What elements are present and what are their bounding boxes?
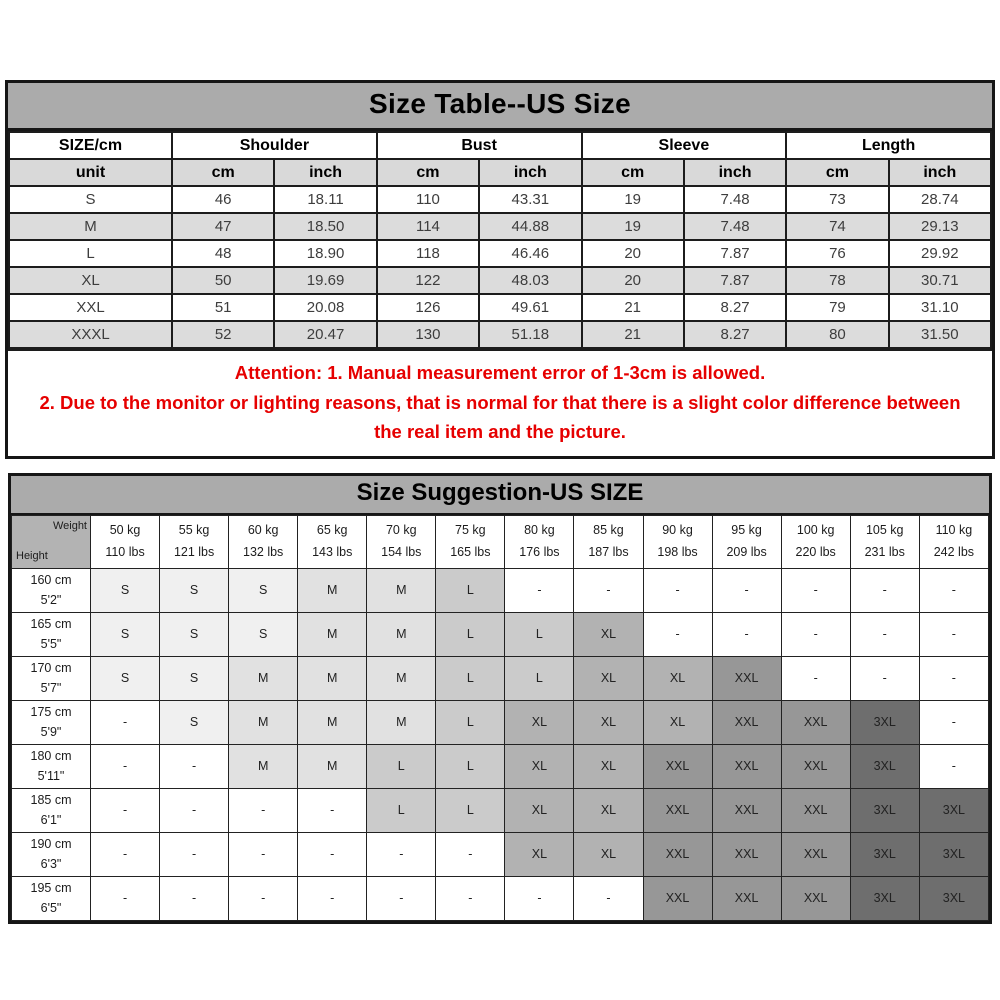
suggestion-cell: 3XL xyxy=(919,876,988,920)
measurement-cell: 79 xyxy=(786,294,888,321)
measurement-cell: 31.10 xyxy=(889,294,991,321)
suggestion-cell: - xyxy=(367,876,436,920)
weight-header-cell xyxy=(574,515,643,568)
suggestion-cell: M xyxy=(367,700,436,744)
suggestion-cell: XL xyxy=(574,744,643,788)
suggestion-cell: M xyxy=(229,656,298,700)
suggestion-cell: - xyxy=(436,832,505,876)
suggestion-cell: XL xyxy=(574,612,643,656)
height-ft: 5'7" xyxy=(40,681,62,696)
suggestion-cell: - xyxy=(160,832,229,876)
suggestion-cell: - xyxy=(298,876,367,920)
suggestion-cell: M xyxy=(298,656,367,700)
measurement-cell: 29.13 xyxy=(889,213,991,240)
column-group-bust: Bust xyxy=(377,132,582,159)
measurement-cell: 51 xyxy=(172,294,274,321)
suggestion-cell: - xyxy=(919,568,988,612)
height-ft: 5'5" xyxy=(40,637,62,652)
measurement-cell: 19 xyxy=(582,213,684,240)
suggestion-cell: L xyxy=(367,744,436,788)
measurement-cell: 76 xyxy=(786,240,888,267)
suggestion-cell: XXL xyxy=(643,744,712,788)
suggestion-row xyxy=(12,656,989,700)
suggestion-cell: L xyxy=(505,656,574,700)
weight-lbs: 110 lbs xyxy=(105,544,145,559)
height-header-cell xyxy=(12,656,91,700)
weight-lbs: 187 lbs xyxy=(588,544,629,559)
weight-kg: 90 kg xyxy=(662,522,693,537)
measurement-cell: 7.87 xyxy=(684,267,786,294)
height-cm: 185 cm xyxy=(30,793,72,808)
suggestion-cell: XXL xyxy=(781,832,850,876)
measurement-cell: 126 xyxy=(377,294,479,321)
height-header-cell xyxy=(12,788,91,832)
weight-lbs: 220 lbs xyxy=(795,544,836,559)
measurement-cell: 114 xyxy=(377,213,479,240)
measurement-cell: 31.50 xyxy=(889,321,991,348)
suggestion-cell: - xyxy=(436,876,505,920)
weight-lbs: 176 lbs xyxy=(519,544,560,559)
suggestion-cell: XL xyxy=(574,656,643,700)
size-table-row xyxy=(9,213,991,240)
measurement-cell: 18.50 xyxy=(274,213,376,240)
suggestion-cell: L xyxy=(505,612,574,656)
suggestion-row xyxy=(12,832,989,876)
suggestion-cell: L xyxy=(436,612,505,656)
suggestion-cell: - xyxy=(643,612,712,656)
suggestion-cell: - xyxy=(781,612,850,656)
suggestion-cell: - xyxy=(229,876,298,920)
height-ft: 5'9" xyxy=(40,725,62,740)
weight-lbs: 242 lbs xyxy=(933,544,975,559)
measurement-cell: 7.87 xyxy=(684,240,786,267)
suggestion-cell: L xyxy=(436,788,505,832)
suggestion-cell: S xyxy=(91,568,160,612)
unit-inch: inch xyxy=(889,159,991,186)
weight-header-cell xyxy=(919,515,988,568)
suggestion-cell: XXL xyxy=(712,744,781,788)
weight-header-cell xyxy=(643,515,712,568)
height-cm: 180 cm xyxy=(30,749,72,764)
unit-cm: cm xyxy=(582,159,684,186)
measurement-cell: 20.47 xyxy=(274,321,376,348)
weight-header-cell xyxy=(781,515,850,568)
weight-kg: 65 kg xyxy=(316,522,348,537)
measurement-cell: 43.31 xyxy=(479,186,581,213)
suggestion-cell: 3XL xyxy=(850,788,919,832)
size-table xyxy=(8,131,992,349)
measurement-cell: 46 xyxy=(172,186,274,213)
weight-kg: 75 kg xyxy=(455,522,486,537)
height-cm: 195 cm xyxy=(30,881,72,896)
suggestion-cell: S xyxy=(229,568,298,612)
suggestion-cell: L xyxy=(436,700,505,744)
unit-cm: cm xyxy=(786,159,888,186)
height-header-cell xyxy=(12,612,91,656)
height-header-cell xyxy=(12,744,91,788)
size-label: XXL xyxy=(9,294,172,321)
unit-inch: inch xyxy=(479,159,581,186)
suggestion-cell: - xyxy=(367,832,436,876)
unit-cm: cm xyxy=(172,159,274,186)
suggestion-cell: - xyxy=(919,744,988,788)
suggestion-cell: XXL xyxy=(712,788,781,832)
weight-lbs: 231 lbs xyxy=(864,544,905,559)
suggestion-cell: - xyxy=(919,700,988,744)
suggestion-cell: S xyxy=(160,568,229,612)
suggestion-cell: - xyxy=(643,568,712,612)
measurement-cell: 49.61 xyxy=(479,294,581,321)
suggestion-cell: - xyxy=(712,568,781,612)
measurement-cell: 20 xyxy=(582,240,684,267)
measurement-cell: 48.03 xyxy=(479,267,581,294)
weight-kg: 60 kg xyxy=(247,522,279,537)
suggestion-cell: L xyxy=(436,656,505,700)
measurement-cell: 19.69 xyxy=(274,267,376,294)
suggestion-cell: - xyxy=(712,612,781,656)
size-table-row xyxy=(9,294,991,321)
height-ft: 5'2" xyxy=(40,593,62,608)
measurement-cell: 73 xyxy=(786,186,888,213)
suggestion-cell: S xyxy=(229,612,298,656)
suggestion-cell: - xyxy=(781,568,850,612)
attention-line-1: Attention: 1. Manual measurement error of 1-3cm is allowed. xyxy=(234,362,766,383)
column-group-sleeve: Sleeve xyxy=(582,132,787,159)
size-label: L xyxy=(9,240,172,267)
weight-kg: 50 kg xyxy=(109,522,141,537)
weight-height-corner-cell xyxy=(12,515,91,568)
measurement-cell: 21 xyxy=(582,321,684,348)
suggestion-cell: - xyxy=(229,788,298,832)
suggestion-cell: XL xyxy=(643,700,712,744)
weight-header-cell xyxy=(160,515,229,568)
suggestion-cell: S xyxy=(91,656,160,700)
height-ft: 5'11" xyxy=(37,769,65,784)
suggestion-cell: M xyxy=(298,612,367,656)
weight-header-cell xyxy=(505,515,574,568)
measurement-cell: 8.27 xyxy=(684,294,786,321)
height-ft: 6'5" xyxy=(40,901,62,916)
suggestion-cell: XL xyxy=(574,788,643,832)
suggestion-cell: S xyxy=(160,656,229,700)
weight-header-cell xyxy=(436,515,505,568)
suggestion-cell: XL xyxy=(574,700,643,744)
suggestion-cell: XXL xyxy=(712,700,781,744)
weight-lbs: 121 lbs xyxy=(173,544,215,559)
suggestion-cell: - xyxy=(505,876,574,920)
weight-lbs: 198 lbs xyxy=(657,544,698,559)
suggestion-row xyxy=(12,700,989,744)
measurement-cell: 44.88 xyxy=(479,213,581,240)
height-header-cell xyxy=(12,568,91,612)
size-label: S xyxy=(9,186,172,213)
suggestion-cell: M xyxy=(367,612,436,656)
suggestion-cell: - xyxy=(298,832,367,876)
suggestion-cell: 3XL xyxy=(850,876,919,920)
suggestion-cell: - xyxy=(574,876,643,920)
suggestion-cell: - xyxy=(160,788,229,832)
size-table-section xyxy=(5,80,995,459)
suggestion-row xyxy=(12,788,989,832)
suggestion-cell: 3XL xyxy=(919,788,988,832)
weight-kg: 100 kg xyxy=(796,522,835,537)
weight-lbs: 132 lbs xyxy=(243,544,284,559)
size-label: XXXL xyxy=(9,321,172,348)
measurement-cell: 51.18 xyxy=(479,321,581,348)
suggestion-cell: M xyxy=(298,700,367,744)
measurement-cell: 29.92 xyxy=(889,240,991,267)
attention-note xyxy=(8,349,992,456)
measurement-cell: 21 xyxy=(582,294,684,321)
suggestion-cell: - xyxy=(781,656,850,700)
suggestion-cell: XXL xyxy=(712,876,781,920)
height-cm: 165 cm xyxy=(30,617,72,632)
suggestion-cell: XXL xyxy=(643,876,712,920)
measurement-cell: 18.11 xyxy=(274,186,376,213)
suggestion-cell: XXL xyxy=(643,788,712,832)
weight-header-cell xyxy=(712,515,781,568)
size-table-row xyxy=(9,321,991,348)
measurement-cell: 28.74 xyxy=(889,186,991,213)
size-table-corner-label: SIZE/cm xyxy=(9,132,172,159)
weight-lbs: 154 lbs xyxy=(381,544,422,559)
suggestion-cell: M xyxy=(298,744,367,788)
suggestion-cell: 3XL xyxy=(850,700,919,744)
size-label: M xyxy=(9,213,172,240)
suggestion-cell: M xyxy=(367,656,436,700)
measurement-cell: 8.27 xyxy=(684,321,786,348)
height-cm: 170 cm xyxy=(30,661,72,676)
suggestion-cell: L xyxy=(436,744,505,788)
suggestion-cell: XL xyxy=(574,832,643,876)
measurement-cell: 20.08 xyxy=(274,294,376,321)
measurement-cell: 50 xyxy=(172,267,274,294)
weight-header-cell xyxy=(229,515,298,568)
suggestion-cell: XXL xyxy=(781,876,850,920)
suggestion-cell: M xyxy=(367,568,436,612)
measurement-cell: 47 xyxy=(172,213,274,240)
suggestion-cell: - xyxy=(505,568,574,612)
suggestion-cell: XL xyxy=(643,656,712,700)
column-group-length: Length xyxy=(786,132,991,159)
measurement-cell: 20 xyxy=(582,267,684,294)
suggestion-cell: S xyxy=(91,612,160,656)
suggestion-cell: - xyxy=(850,612,919,656)
suggestion-row xyxy=(12,612,989,656)
measurement-cell: 78 xyxy=(786,267,888,294)
suggestion-cell: S xyxy=(160,612,229,656)
suggestion-cell: - xyxy=(850,656,919,700)
suggestion-cell: XXL xyxy=(781,744,850,788)
suggestion-cell: - xyxy=(91,788,160,832)
suggestion-cell: M xyxy=(229,700,298,744)
measurement-cell: 19 xyxy=(582,186,684,213)
suggestion-cell: M xyxy=(229,744,298,788)
suggestion-cell: S xyxy=(160,700,229,744)
suggestion-cell: - xyxy=(91,700,160,744)
suggestion-cell: - xyxy=(91,832,160,876)
suggestion-row xyxy=(12,876,989,920)
height-header-cell xyxy=(12,832,91,876)
suggestion-cell: XL xyxy=(505,700,574,744)
unit-label: unit xyxy=(9,159,172,186)
unit-cm: cm xyxy=(377,159,479,186)
measurement-cell: 110 xyxy=(377,186,479,213)
height-header-cell xyxy=(12,876,91,920)
suggestion-cell: XL xyxy=(505,788,574,832)
size-table-unit-row xyxy=(9,159,991,186)
suggestion-cell: - xyxy=(91,876,160,920)
suggestion-cell: XXL xyxy=(781,788,850,832)
suggestion-cell: L xyxy=(436,568,505,612)
suggestion-cell: - xyxy=(298,788,367,832)
suggestion-cell: - xyxy=(160,744,229,788)
weight-header-cell xyxy=(850,515,919,568)
suggestion-row xyxy=(12,568,989,612)
suggestion-cell: - xyxy=(574,568,643,612)
measurement-cell: 46.46 xyxy=(479,240,581,267)
suggestion-cell: XXL xyxy=(643,832,712,876)
weight-lbs: 165 lbs xyxy=(450,544,491,559)
measurement-cell: 7.48 xyxy=(684,186,786,213)
measurement-cell: 52 xyxy=(172,321,274,348)
height-cm: 160 cm xyxy=(30,573,72,588)
column-group-shoulder: Shoulder xyxy=(172,132,377,159)
weight-header-row xyxy=(12,515,989,568)
weight-kg: 95 kg xyxy=(731,522,762,537)
size-suggestion-title: Size Suggestion-US SIZE xyxy=(11,476,989,515)
suggestion-cell: XXL xyxy=(712,656,781,700)
suggestion-row xyxy=(12,744,989,788)
height-cm: 190 cm xyxy=(30,837,72,852)
size-table-group-row xyxy=(9,132,991,159)
size-table-title: Size Table--US Size xyxy=(8,83,992,131)
unit-inch: inch xyxy=(684,159,786,186)
attention-line-2: 2. Due to the monitor or lighting reasons, that is normal for that there is a slight color difference between the real item and the picture. xyxy=(39,391,961,443)
suggestion-cell: - xyxy=(91,744,160,788)
suggestion-cell: - xyxy=(919,612,988,656)
weight-lbs: 209 lbs xyxy=(726,544,767,559)
measurement-cell: 7.48 xyxy=(684,213,786,240)
size-table-row xyxy=(9,240,991,267)
suggestion-cell: XXL xyxy=(712,832,781,876)
size-suggestion-section xyxy=(8,473,992,924)
measurement-cell: 74 xyxy=(786,213,888,240)
unit-inch: inch xyxy=(274,159,376,186)
size-table-row xyxy=(9,267,991,294)
size-suggestion-table xyxy=(11,515,989,921)
weight-kg: 80 kg xyxy=(524,522,555,537)
measurement-cell: 30.71 xyxy=(889,267,991,294)
measurement-cell: 80 xyxy=(786,321,888,348)
measurement-cell: 118 xyxy=(377,240,479,267)
suggestion-cell: - xyxy=(160,876,229,920)
suggestion-cell: XXL xyxy=(781,700,850,744)
suggestion-cell: - xyxy=(229,832,298,876)
suggestion-cell: 3XL xyxy=(850,832,919,876)
weight-header-cell xyxy=(367,515,436,568)
weight-kg: 105 kg xyxy=(865,522,904,537)
weight-kg: 110 kg xyxy=(935,522,973,537)
suggestion-cell: L xyxy=(367,788,436,832)
weight-kg: 55 kg xyxy=(178,522,210,537)
measurement-cell: 122 xyxy=(377,267,479,294)
size-table-row xyxy=(9,186,991,213)
weight-kg: 70 kg xyxy=(385,522,417,537)
suggestion-cell: - xyxy=(850,568,919,612)
height-cm: 175 cm xyxy=(30,705,72,720)
size-label: XL xyxy=(9,267,172,294)
suggestion-cell: M xyxy=(298,568,367,612)
height-axis-label: Height xyxy=(16,549,48,562)
weight-axis-label: Weight xyxy=(52,519,87,532)
weight-header-cell xyxy=(298,515,367,568)
suggestion-cell: 3XL xyxy=(919,832,988,876)
suggestion-cell: XL xyxy=(505,832,574,876)
measurement-cell: 18.90 xyxy=(274,240,376,267)
height-ft: 6'3" xyxy=(40,857,62,872)
suggestion-cell: - xyxy=(919,656,988,700)
weight-lbs: 143 lbs xyxy=(312,544,353,559)
measurement-cell: 130 xyxy=(377,321,479,348)
height-header-cell xyxy=(12,700,91,744)
measurement-cell: 48 xyxy=(172,240,274,267)
weight-kg: 85 kg xyxy=(593,522,624,537)
height-ft: 6'1" xyxy=(40,813,62,828)
suggestion-cell: 3XL xyxy=(850,744,919,788)
weight-header-cell xyxy=(91,515,160,568)
suggestion-cell: XL xyxy=(505,744,574,788)
